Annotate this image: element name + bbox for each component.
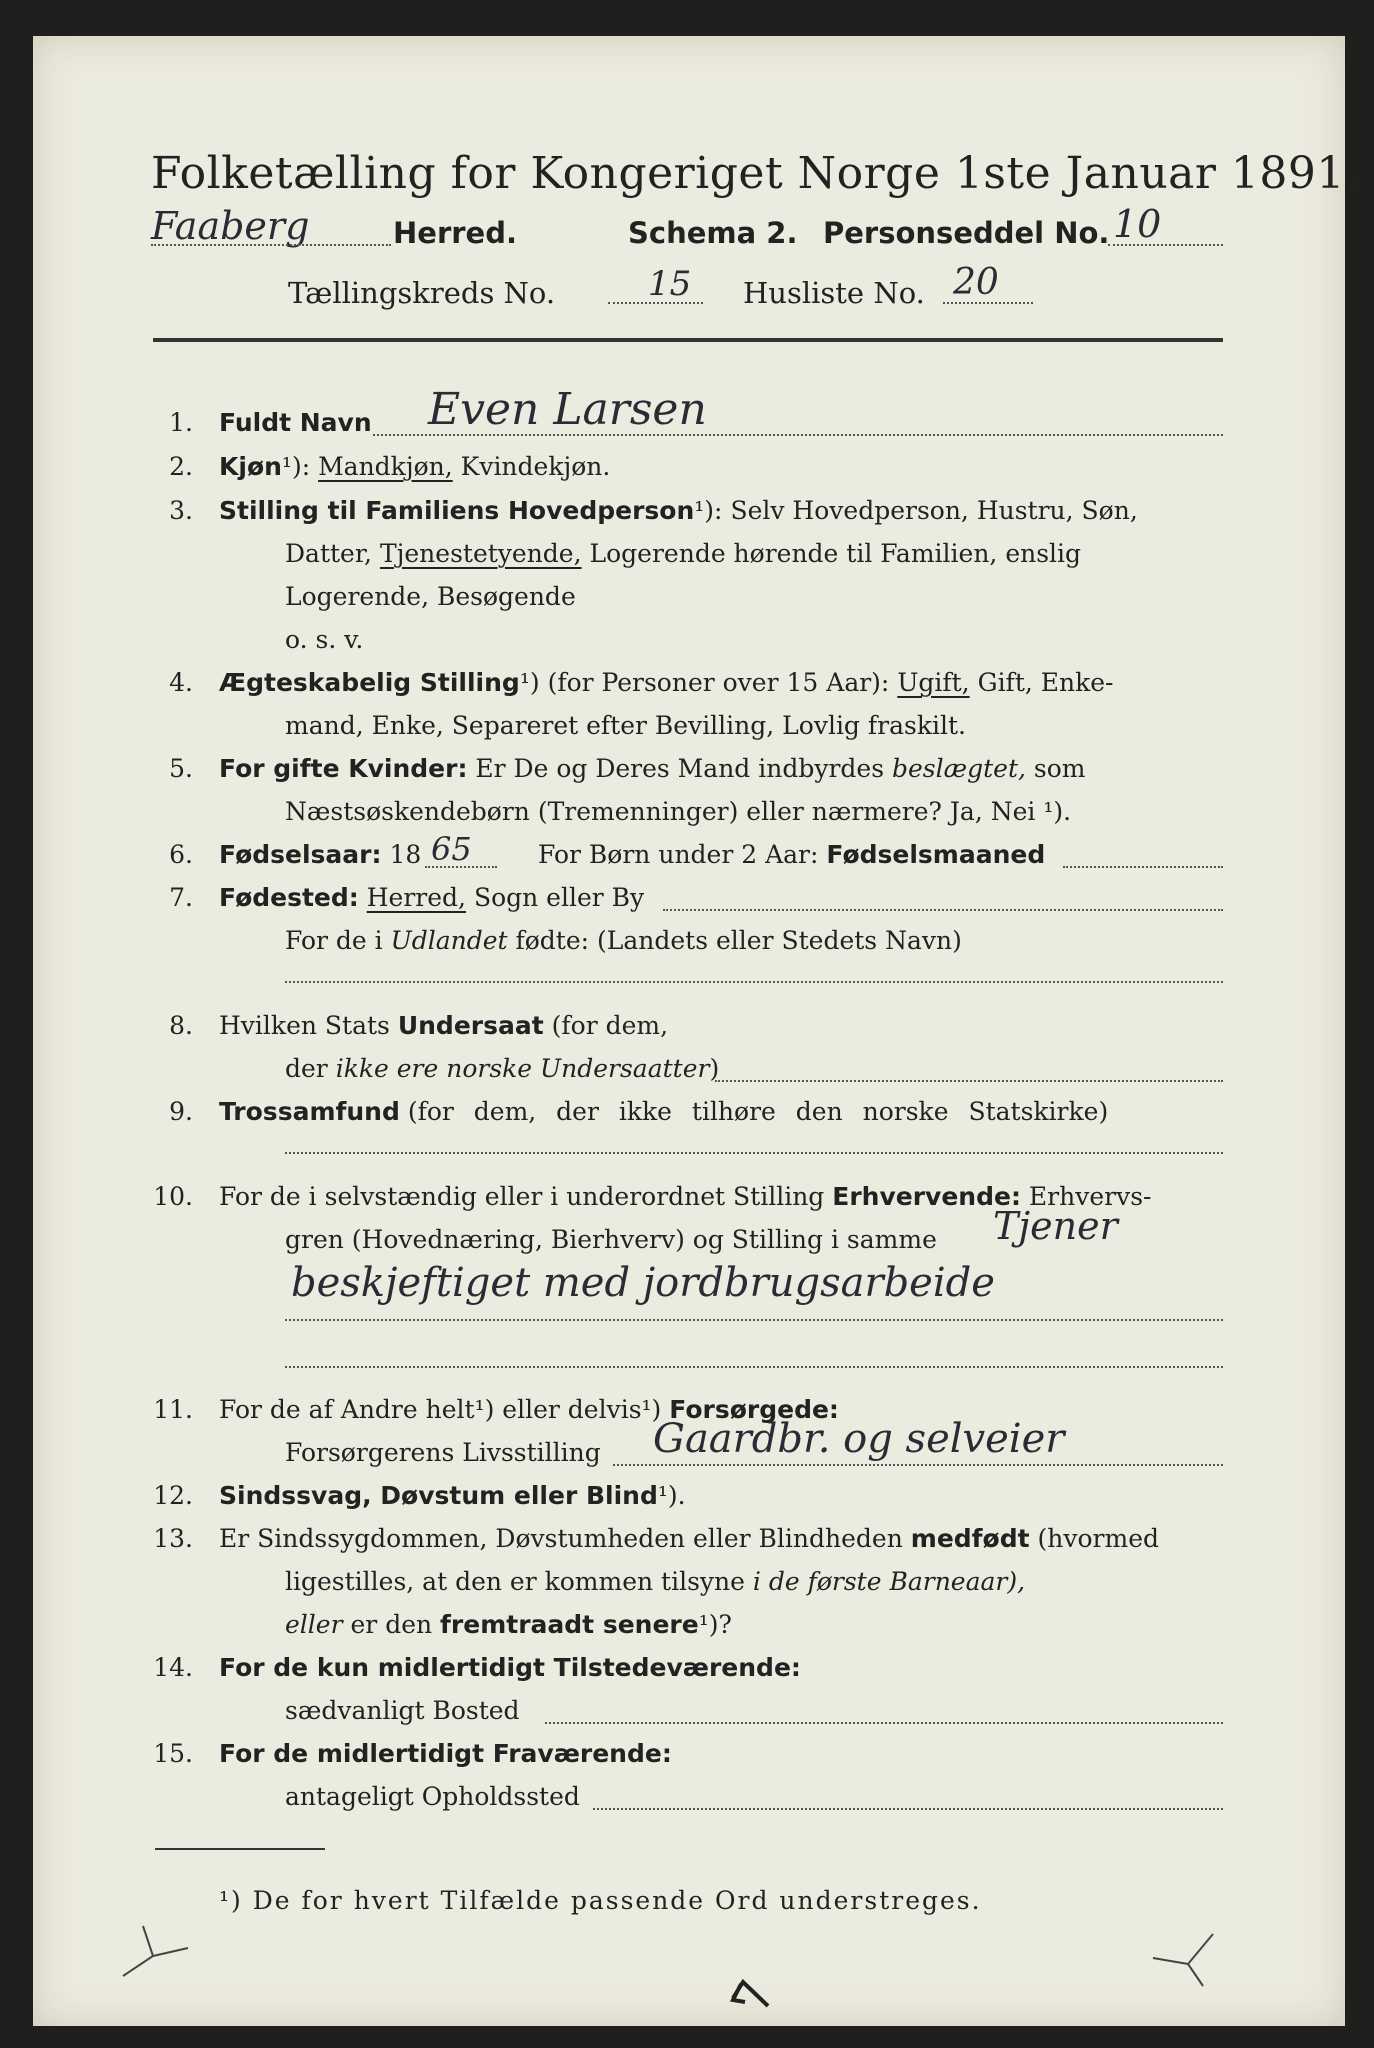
kreds-number: 15 xyxy=(648,264,692,304)
row-7-line-1 xyxy=(219,883,644,912)
sup-12: ¹). xyxy=(657,1481,686,1510)
sup-3: ¹): xyxy=(694,496,723,525)
sup-4: ¹) xyxy=(519,668,540,697)
herred-label: Herred. xyxy=(393,216,517,250)
herred-handwritten: Faaberg xyxy=(151,204,310,248)
text-4-2: mand, Enke, Separeret efter Bevilling, Lovlig fraskilt. xyxy=(285,711,966,740)
margin-mark-left xyxy=(123,1926,188,1976)
text-13-1c: (hvormed xyxy=(1037,1524,1160,1553)
text-10-2: gren (Hovednæring, Bierhverv) og Stilling i samme xyxy=(285,1225,937,1254)
dotline-7a xyxy=(663,909,1223,911)
personseddel-label: Personseddel No. xyxy=(823,216,1110,250)
row-12 xyxy=(219,1481,686,1510)
label-tilstedevaerende: For de kun midlertidigt Tilstedeværende: xyxy=(219,1653,801,1682)
kreds-label: Tællingskreds No. xyxy=(288,276,556,310)
dotline-14 xyxy=(545,1722,1223,1724)
row-2 xyxy=(219,452,610,481)
footnote-rule xyxy=(155,1848,325,1850)
form-title: Folketælling for Kongeriget Norge 1ste Januar 1891. xyxy=(151,148,1360,199)
item-number-9: 9. xyxy=(169,1097,193,1126)
label-gifte-kvinder: For gifte Kvinder: xyxy=(219,754,468,783)
value-erhverv-2: beskjeftiget med jordbrugsarbeide xyxy=(291,1260,995,1306)
label-fravaerende: For de midlertidigt Fraværende: xyxy=(219,1739,672,1768)
item-number-14: 14. xyxy=(153,1653,193,1682)
item-number-3: 3. xyxy=(169,496,193,525)
text-5-1a: Er De og Deres Mand indbyrdes xyxy=(475,754,885,783)
text-13-1a: Er Sindssygdommen, Døvstumheden eller Blindheden xyxy=(219,1524,903,1553)
text-13-3b: er den xyxy=(350,1610,433,1639)
row-8-line-2: der ikke ere norske Undersaatter) xyxy=(285,1054,720,1083)
margin-marks xyxy=(103,1916,1253,2016)
label-trossamfund: Trossamfund xyxy=(219,1097,400,1126)
husliste-label: Husliste No. xyxy=(743,276,925,310)
row-13-line-2 xyxy=(285,1567,1025,1596)
item-number-12: 12. xyxy=(153,1481,193,1510)
item-number-6: 6. xyxy=(169,840,193,869)
label-fremtraadt: fremtraadt senere xyxy=(440,1610,699,1639)
item-number-4: 4. xyxy=(169,668,193,697)
dotline-15 xyxy=(593,1808,1223,1810)
text-8-1c: (for dem, xyxy=(551,1011,669,1040)
opt-ugift: Ugift, xyxy=(897,668,970,697)
label-forsorgede: Forsørgede: xyxy=(669,1395,839,1424)
kreds-dotline xyxy=(608,302,703,304)
dotline-9 xyxy=(285,1152,1223,1154)
row-8-line-1 xyxy=(219,1011,668,1040)
item-number-1: 1. xyxy=(169,408,193,437)
text-4-1a: (for Personer over 15 Aar): xyxy=(547,668,890,697)
text-13-3a: eller xyxy=(285,1610,343,1639)
text-3-1: Selv Hovedperson, Hustru, Søn, xyxy=(730,496,1138,525)
row-13-line-3 xyxy=(285,1610,732,1639)
text-15-2: antageligt Opholdssted xyxy=(285,1782,580,1811)
text-7-1: Sogn eller By xyxy=(473,883,645,912)
item-number-8: 8. xyxy=(169,1011,193,1040)
text-9-1: (for dem, der ikke tilhøre den norske Statskirke) xyxy=(407,1097,1109,1126)
row-6 xyxy=(219,840,421,869)
dotline-6b xyxy=(1063,866,1223,868)
text-7-2c: fødte: (Landets eller Stedets Navn) xyxy=(515,926,962,955)
husliste-number: 20 xyxy=(953,262,999,303)
row-7-line-2 xyxy=(285,926,962,955)
text-8-1a: Hvilken Stats xyxy=(219,1011,390,1040)
row-5-line-1 xyxy=(219,754,1086,783)
item-number-2: 2. xyxy=(169,452,193,481)
dotline-8 xyxy=(715,1080,1223,1082)
margin-mark-center xyxy=(733,1982,768,2006)
dotline-11 xyxy=(613,1464,1223,1466)
item-number-10: 10. xyxy=(153,1182,193,1211)
opt-tjenestetyende: Tjenestetyende, xyxy=(379,539,582,568)
sup-2: ¹): xyxy=(281,452,311,481)
item-number-7: 7. xyxy=(169,883,193,912)
text-10-1c: Erhvervs- xyxy=(1028,1182,1152,1211)
label-fodselsmaaned: Fødselsmaaned xyxy=(826,840,1046,869)
text-7-2b: Udlandet xyxy=(390,926,508,955)
text-8-2a: der xyxy=(285,1054,328,1083)
fodselsaar-prefix: 18 xyxy=(389,840,422,869)
label-fuldt-navn: Fuldt Navn xyxy=(219,408,372,437)
text-3-3: Logerende, Besøgende xyxy=(285,582,576,611)
herred-dotline xyxy=(151,244,391,246)
dotline-1 xyxy=(373,434,1223,436)
value-fodselsaar: 65 xyxy=(431,830,472,868)
value-erhverv-1: Tjener xyxy=(993,1204,1118,1248)
label-medfodt: medfødt xyxy=(910,1524,1030,1553)
text-5-1c: som xyxy=(1033,754,1086,783)
label-fodested: Fødested: xyxy=(219,883,359,912)
personseddel-dotline xyxy=(1108,244,1223,246)
label-sindssvag: Sindssvag, Døvstum eller Blind xyxy=(219,1481,658,1510)
margin-mark-right xyxy=(1153,1934,1213,1986)
row-13-line-1 xyxy=(219,1524,1159,1553)
census-form-sheet xyxy=(33,36,1360,2026)
label-undersaat: Undersaat xyxy=(397,1011,544,1040)
row-3-line-1 xyxy=(219,496,1138,525)
text-13-3d: ¹)? xyxy=(698,1610,732,1639)
text-11-1a: For de af Andre helt xyxy=(219,1395,475,1424)
footnote: ¹) De for hvert Tilfælde passende Ord understreges. xyxy=(219,1886,982,1915)
text-6-rest: For Børn under 2 Aar: xyxy=(538,840,819,869)
text-3-2a: Datter, xyxy=(285,539,372,568)
text-13-2a: ligestilles, at den er kommen tilsyne xyxy=(285,1567,745,1596)
text-7-2a: For de i xyxy=(285,926,383,955)
item-number-5: 5. xyxy=(169,754,193,783)
value-forsorger: Gaardbr. og selveier xyxy=(653,1416,1065,1462)
text-11-1c: ¹) xyxy=(641,1395,662,1424)
label-stilling: Stilling til Familiens Hovedperson xyxy=(219,496,695,525)
husliste-dotline xyxy=(943,302,1033,304)
header-rule xyxy=(153,338,1223,342)
row-6-rest xyxy=(538,840,1045,869)
row-9 xyxy=(219,1097,1108,1126)
text-11-1b: ¹) eller delvis xyxy=(474,1395,642,1424)
label-kjon: Kjøn xyxy=(219,452,282,481)
personseddel-number: 10 xyxy=(1113,202,1162,246)
row-3-line-2 xyxy=(285,539,1081,568)
opt-mandkjon: Mandkjøn, xyxy=(318,452,453,481)
item-number-11: 11. xyxy=(153,1395,193,1424)
text-14-2: sædvanligt Bosted xyxy=(285,1696,520,1725)
schema-label: Schema 2. xyxy=(628,216,798,250)
dotline-10a xyxy=(285,1319,1223,1321)
item-number-13: 13. xyxy=(153,1524,193,1553)
text-10-1a: For de i selvstændig eller i underordnet Stilling xyxy=(219,1182,825,1211)
label-fodselsaar: Fødselsaar: xyxy=(219,840,382,869)
label-erhvervende: Erhvervende: xyxy=(832,1182,1021,1211)
row-4-line-1 xyxy=(219,668,1114,697)
dotline-7b xyxy=(285,981,1223,983)
opt-herred: Herred, xyxy=(366,883,466,912)
item-number-15: 15. xyxy=(153,1739,193,1768)
text-5-2: Næstsøskendebørn (Tremenninger) eller nærmere? Ja, Nei ¹). xyxy=(285,797,1072,826)
text-13-2b: i de første Barneaar), xyxy=(752,1567,1026,1596)
text-4-1c: Gift, Enke- xyxy=(977,668,1114,697)
text-3-2c: Logerende hørende til Familien, enslig xyxy=(589,539,1082,568)
text-3-4: o. s. v. xyxy=(285,625,364,654)
text-8-2b: ikke ere norske Undersaatter xyxy=(335,1054,710,1083)
dotline-10b xyxy=(285,1366,1223,1368)
value-fuldt-navn: Even Larsen xyxy=(428,384,707,435)
dotline-6a xyxy=(425,866,497,868)
text-5-1b: beslægtet, xyxy=(892,754,1026,783)
opt-kvindekjon: Kvindekjøn. xyxy=(460,452,611,481)
label-aegteskabelig: Ægteskabelig Stilling xyxy=(219,668,520,697)
text-11-2: Forsørgerens Livsstilling xyxy=(285,1438,601,1467)
